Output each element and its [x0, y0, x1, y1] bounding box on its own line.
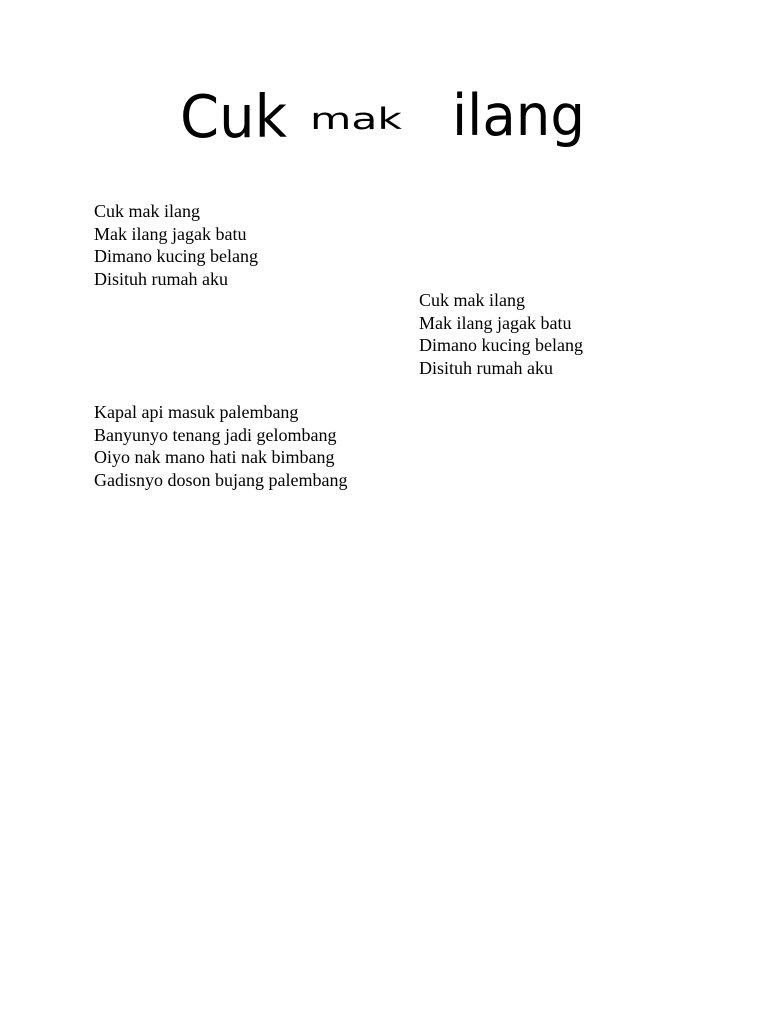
stanza-1 [94, 200, 258, 290]
page-title [0, 0, 768, 160]
stanza-line: Mak ilang jagak batu [94, 223, 247, 244]
wordart-title [0, 0, 768, 160]
stanza-line: Disituh rumah aku [94, 268, 228, 289]
stanza-line: Banyunyo tenang jadi gelombang [94, 424, 337, 445]
stanza-line: Oiyo nak mano hati nak bimbang [94, 447, 335, 467]
stanza-line: Cuk mak ilang [94, 201, 200, 221]
title-word-cuk: Cuk [180, 82, 288, 152]
stanza-line: Gadisnyo doson bujang palembang [94, 469, 348, 490]
stanza-line: Kapal api masuk palembang [94, 402, 299, 422]
stanza-2 [419, 289, 583, 379]
stanza-3 [94, 401, 347, 491]
stanza-line: Cuk mak ilang [419, 290, 525, 310]
stanza-line: Disituh rumah aku [419, 357, 553, 378]
title-word-ilang: ilang [452, 82, 586, 150]
stanza-line: Dimano kucing belang [419, 335, 583, 355]
stanza-line: Dimano kucing belang [94, 246, 258, 266]
title-word-mak: mak [310, 101, 403, 137]
stanza-line: Mak ilang jagak batu [419, 312, 572, 333]
